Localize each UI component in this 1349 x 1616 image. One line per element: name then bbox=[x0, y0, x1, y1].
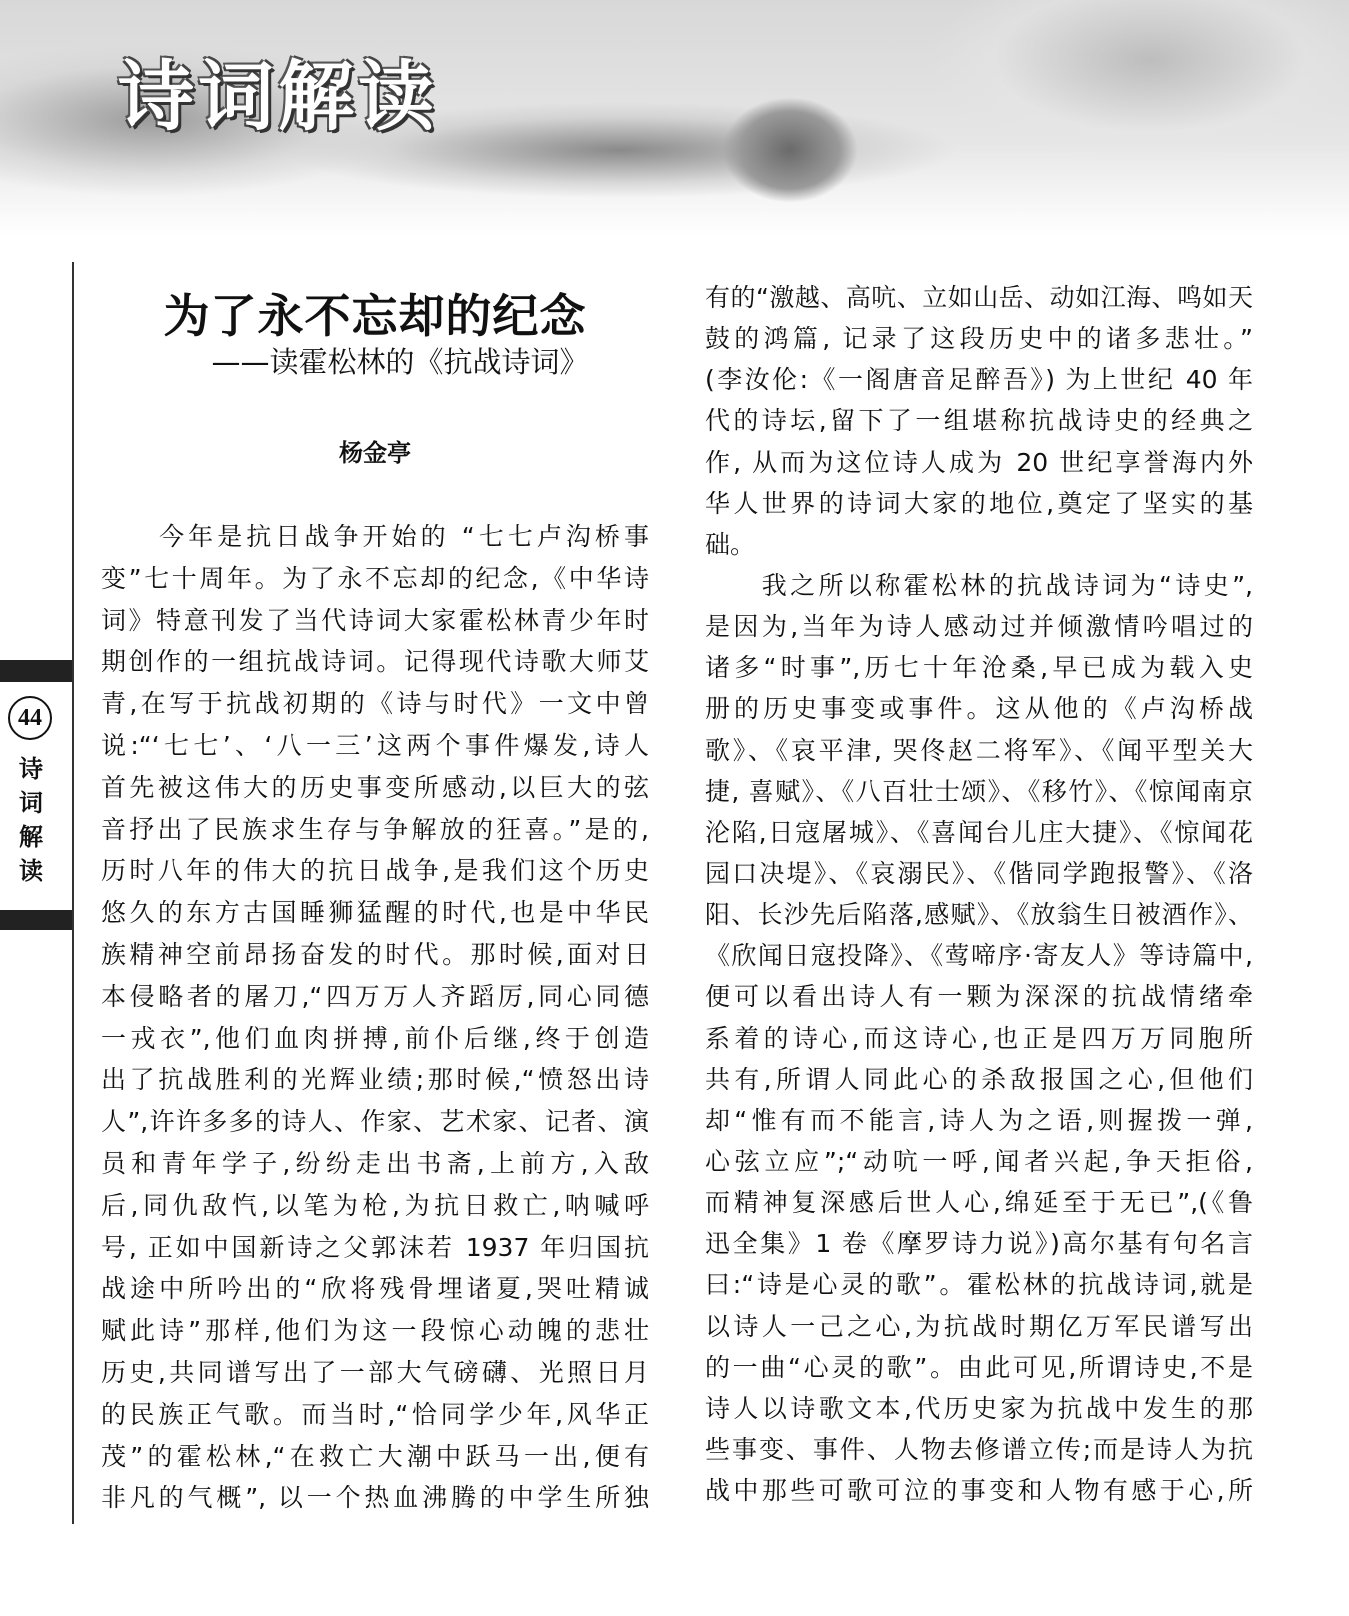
text-line: 便可以看出诗人有一颗为深深的抗战情绪牵 bbox=[705, 982, 1253, 1012]
text-line: 变”七十周年。为了永不忘却的纪念,《中华诗 bbox=[101, 563, 649, 593]
text-line: 歌》、《哀平津, 哭佟赵二将军》、《闻平型关大 bbox=[705, 735, 1253, 765]
text-line: 战中那些可歌可泣的事变和人物有感于心,所 bbox=[705, 1476, 1253, 1506]
text-line: 战途中所吟出的“欣将残骨埋诸夏,哭吐精诚 bbox=[101, 1274, 649, 1304]
text-line: 期创作的一组抗战诗词。记得现代诗歌大师艾 bbox=[101, 647, 649, 677]
text-line: 《欣闻日寇投降》、《莺啼序·寄友人》等诗篇中, bbox=[705, 941, 1253, 971]
text-line: 园口决堤》、《哀溺民》、《偕同学跑报警》、《洛 bbox=[705, 858, 1253, 888]
text-line: 而精神复深感后世人心,绵延至于无已”,(《鲁 bbox=[705, 1188, 1253, 1218]
text-line: 音抒出了民族求生存与争解放的狂喜。”是的, bbox=[101, 814, 649, 844]
text-line: 有的“激越、高吭、立如山岳、动如江海、鸣如天 bbox=[705, 283, 1253, 312]
text-line: 的民族正气歌。而当时,“恰同学少年,风华正 bbox=[101, 1399, 649, 1429]
text-line: 后,同仇敌忾,以笔为枪,为抗日救亡,呐喊呼 bbox=[101, 1190, 649, 1220]
text-line: 悠久的东方古国睡狮猛醒的时代,也是中华民 bbox=[101, 898, 649, 928]
text-line: 迅全集》1 卷《摩罗诗力说》)高尔基有句名言 bbox=[705, 1229, 1253, 1259]
text-line: 人”,许许多多的诗人、作家、艺术家、记者、演 bbox=[101, 1107, 649, 1137]
text-line: 青,在写于抗战初期的《诗与时代》一文中曾 bbox=[101, 689, 649, 719]
text-line: 础。 bbox=[705, 529, 756, 559]
text-line: 诗人以诗歌文本,代历史家为抗战中发生的那 bbox=[705, 1393, 1253, 1423]
text-line: 以诗人一己之心,为抗战时期亿万军民谱写出 bbox=[705, 1311, 1253, 1341]
text-line: 诸多“时事”,历七十年沧桑,早已成为载入史 bbox=[705, 653, 1253, 683]
text-line: 出了抗战胜利的光辉业绩;那时候,“愤怒出诗 bbox=[101, 1065, 649, 1095]
text-line: 作, 从而为这位诗人成为 20 世纪享誉海内外 bbox=[705, 447, 1253, 477]
text-line: 茂”的霍松林,“在救亡大潮中跃马一出,便有 bbox=[101, 1441, 649, 1471]
text-line: 曰:“诗是心灵的歌”。霍松林的抗战诗词,就是 bbox=[705, 1270, 1253, 1300]
text-line: 本侵略者的屠刀,“四万万人齐蹈厉,同心同德 bbox=[101, 981, 649, 1011]
text-line: 是因为,当年为诗人感动过并倾激情吟唱过的 bbox=[705, 612, 1253, 642]
left-text-column bbox=[101, 516, 649, 1519]
side-section-label: 诗词解读 bbox=[19, 754, 43, 885]
text-line: 沦陷,日寇屠城》、《喜闻台儿庄大捷》、《惊闻花 bbox=[705, 817, 1253, 847]
right-text-column bbox=[705, 277, 1253, 1511]
text-line: 代的诗坛,留下了一组堪称抗战诗史的经典之 bbox=[705, 406, 1253, 436]
text-line: 今年是抗日战争开始的 “七七卢沟桥事 bbox=[101, 522, 649, 551]
text-line: 历时八年的伟大的抗日战争,是我们这个历史 bbox=[101, 856, 649, 886]
text-line: 册的历史事变或事件。这从他的《卢沟桥战 bbox=[705, 694, 1253, 724]
text-line: 说:“‘七七’、‘八一三’这两个事件爆发,诗人 bbox=[101, 730, 649, 760]
text-line: 心弦立应”;“动吭一呼,闻者兴起,争天拒俗, bbox=[705, 1146, 1253, 1176]
text-line: 历史,共同谱写出了一部大气磅礴、光照日月 bbox=[101, 1357, 649, 1387]
text-line: 员和青年学子,纷纷走出书斋,上前方,入敌 bbox=[101, 1148, 649, 1178]
text-line: 华人世界的诗词大家的地位,奠定了坚实的基 bbox=[705, 488, 1253, 518]
article-title: 为了永不忘却的纪念 bbox=[163, 289, 587, 343]
side-page-tab bbox=[0, 660, 72, 930]
header-banner-painting bbox=[0, 0, 1349, 235]
section-title: 诗词解读 bbox=[118, 52, 438, 141]
text-line: 阳、长沙先后陷落,感赋》、《放翁生日被酒作》、 bbox=[705, 900, 1253, 930]
page-number: 44 bbox=[8, 696, 52, 740]
column-divider-rule bbox=[72, 262, 74, 1524]
text-line: 些事变、事件、人物去修谱立传;而是诗人为抗 bbox=[705, 1434, 1253, 1464]
text-line: 号, 正如中国新诗之父郭沫若 1937 年归国抗 bbox=[101, 1232, 649, 1262]
text-line: (李汝伦:《一阁唐音足醉吾》) 为上世纪 40 年 bbox=[705, 365, 1253, 395]
text-line: 非凡的气概”, 以一个热血沸腾的中学生所独 bbox=[101, 1483, 649, 1513]
text-line: 首先被这伟大的历史事变所感动,以巨大的弦 bbox=[101, 772, 649, 802]
text-line: 鼓的鸿篇, 记录了这段历史中的诸多悲壮。” bbox=[705, 324, 1253, 354]
text-line: 我之所以称霍松林的抗战诗词为“诗史”, bbox=[705, 570, 1253, 600]
text-line: 一戎衣”,他们血肉拼搏,前仆后继,终于创造 bbox=[101, 1023, 649, 1053]
text-line: 赋此诗”那样,他们为这一段惊心动魄的悲壮 bbox=[101, 1316, 649, 1346]
text-line: 系着的诗心,而这诗心,也正是四万万同胞所 bbox=[705, 1023, 1253, 1053]
text-line: 的一曲“心灵的歌”。由此可见,所谓诗史,不是 bbox=[705, 1352, 1253, 1382]
text-line: 捷, 喜赋》、《八百壮士颂》、《移竹》、《惊闻南京 bbox=[705, 776, 1253, 806]
article-subtitle: ——读霍松林的《抗战诗词》 bbox=[211, 345, 589, 379]
text-line: 族精神空前昂扬奋发的时代。那时候,面对日 bbox=[101, 939, 649, 969]
article-author: 杨金亭 bbox=[339, 439, 411, 467]
text-line: 却“惟有而不能言,诗人为之语,则握拨一弹, bbox=[705, 1105, 1253, 1135]
text-line: 共有,所谓人同此心的杀敌报国之心,但他们 bbox=[705, 1064, 1253, 1094]
text-line: 词》特意刊发了当代诗词大家霍松林青少年时 bbox=[101, 605, 649, 635]
